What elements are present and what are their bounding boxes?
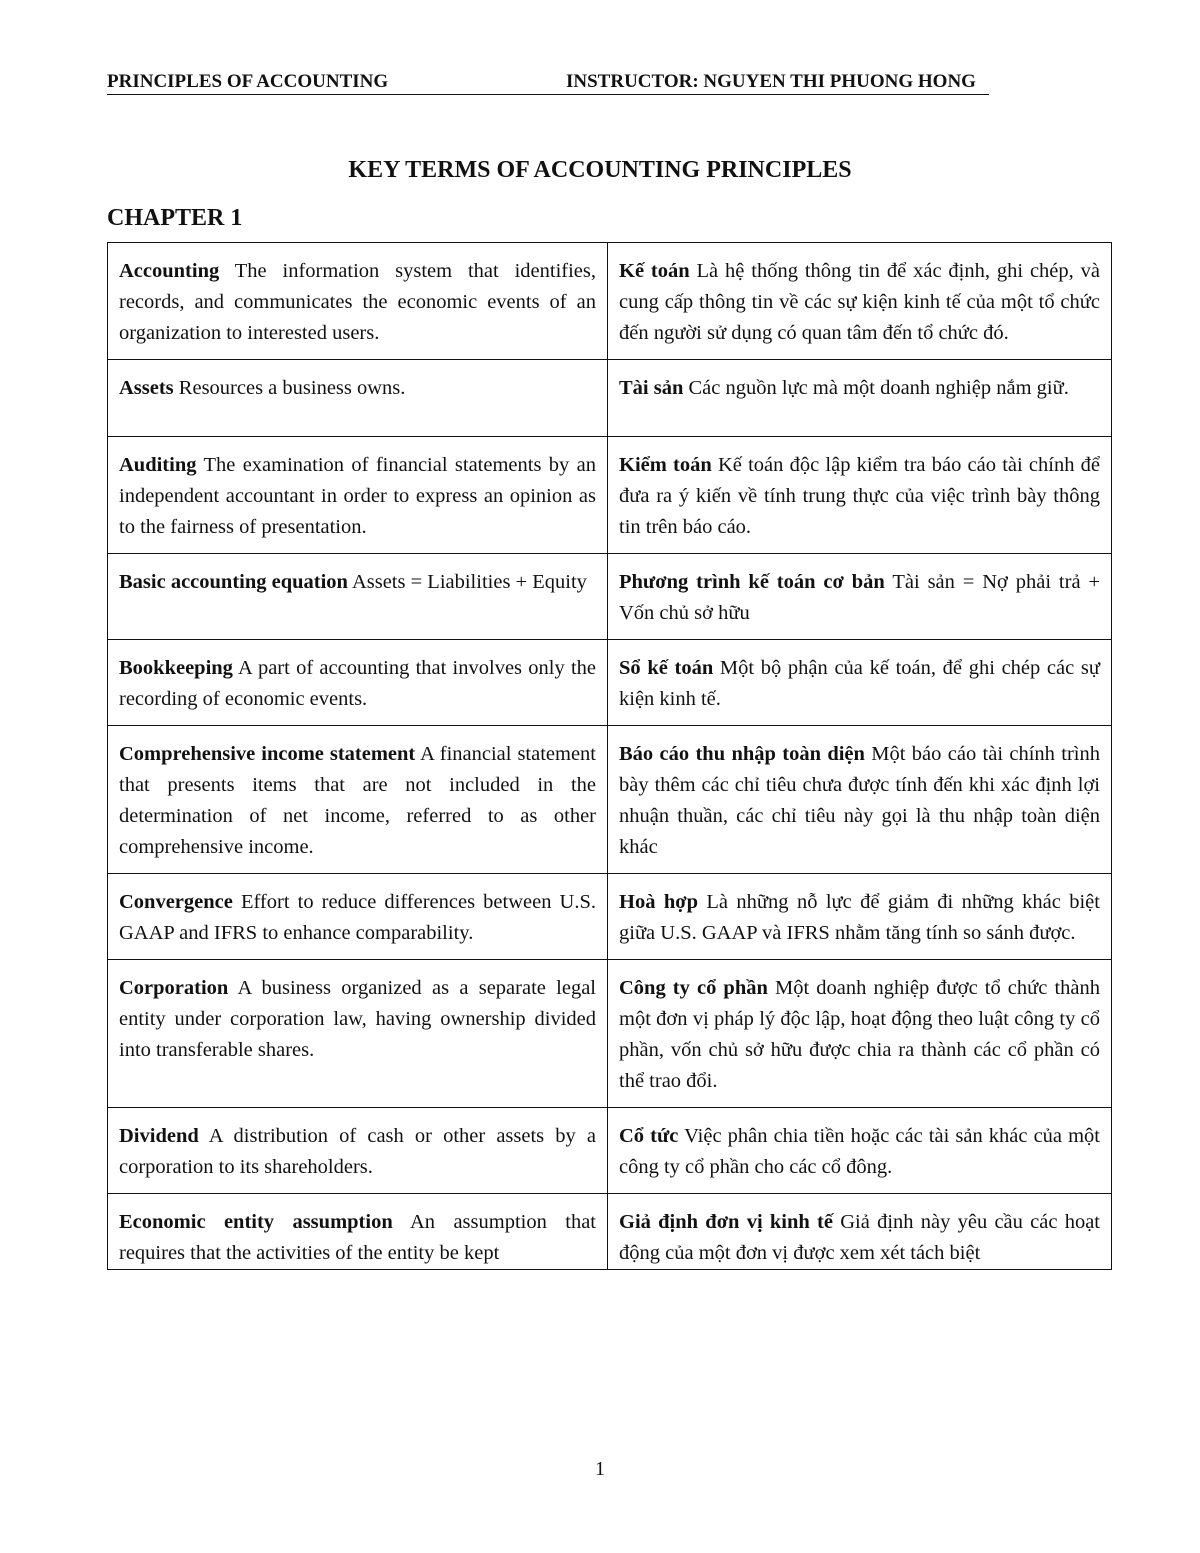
term-en: Assets bbox=[119, 377, 174, 399]
table-row bbox=[108, 640, 1112, 726]
term-en: Bookkeeping bbox=[119, 657, 233, 679]
term-en: Accounting bbox=[119, 260, 220, 282]
vietnamese-definition-cell bbox=[608, 554, 1112, 640]
term-en: Corporation bbox=[119, 977, 229, 999]
english-definition-cell bbox=[108, 874, 608, 960]
term-en: Auditing bbox=[119, 454, 197, 476]
table-row bbox=[108, 554, 1112, 640]
definition-vi: Một bộ phận của kế toán, để ghi chép các sự kiện kinh tế. bbox=[619, 657, 1100, 710]
page-number: 1 bbox=[595, 1458, 605, 1480]
term-en: Convergence bbox=[119, 891, 233, 913]
term-vi: Sổ kế toán bbox=[619, 657, 714, 679]
term-en: Economic entity assumption bbox=[119, 1211, 393, 1233]
vietnamese-definition-cell bbox=[608, 437, 1112, 554]
table-row bbox=[108, 437, 1112, 554]
vietnamese-definition-cell bbox=[608, 726, 1112, 874]
key-terms-table bbox=[107, 242, 1112, 1270]
term-vi: Hoà hợp bbox=[619, 891, 698, 913]
table-row bbox=[108, 726, 1112, 874]
definition-en: Assets = Liabilities + Equity bbox=[351, 571, 587, 593]
english-definition-cell bbox=[108, 1108, 608, 1194]
vietnamese-definition-cell bbox=[608, 1108, 1112, 1194]
term-vi: Phương trình kế toán cơ bản bbox=[619, 571, 885, 593]
table-row bbox=[108, 874, 1112, 960]
english-definition-cell bbox=[108, 960, 608, 1108]
term-vi: Kế toán bbox=[619, 260, 690, 282]
term-en: Comprehensive income statement bbox=[119, 743, 416, 765]
term-vi: Cổ tức bbox=[619, 1125, 679, 1147]
table-row bbox=[108, 243, 1112, 360]
table-row bbox=[108, 960, 1112, 1108]
definition-vi: Là hệ thống thông tin để xác định, ghi chép, và cung cấp thông tin về các sự kiện kinh tế của một tổ chức đến người sử dụng có quan tâm đến tổ chức đó. bbox=[619, 260, 1100, 344]
page-header bbox=[107, 70, 989, 95]
definition-en: The examination of financial statements by an independent accountant in order to express an opinion as to the fairness of presentation. bbox=[119, 454, 596, 538]
definition-vi: Các nguồn lực mà một doanh nghiệp nắm giữ. bbox=[688, 377, 1069, 399]
vietnamese-definition-cell bbox=[608, 960, 1112, 1108]
table-row bbox=[108, 360, 1112, 437]
english-definition-cell bbox=[108, 726, 608, 874]
vietnamese-definition-cell bbox=[608, 874, 1112, 960]
term-vi: Tài sản bbox=[619, 377, 684, 399]
definition-en: An assumption that requires that the activities of the entity be kept bbox=[119, 1211, 596, 1264]
term-vi: Công ty cổ phần bbox=[619, 977, 768, 999]
vietnamese-definition-cell bbox=[608, 360, 1112, 437]
vietnamese-definition-cell bbox=[608, 640, 1112, 726]
definition-vi: Giả định này yêu cầu các hoạt động của một đơn vị được xem xét tách biệt bbox=[619, 1211, 1100, 1264]
definition-en: Effort to reduce differences between U.S. GAAP and IFRS to enhance comparability. bbox=[119, 891, 596, 944]
english-definition-cell bbox=[108, 1194, 608, 1270]
english-definition-cell bbox=[108, 437, 608, 554]
english-definition-cell bbox=[108, 554, 608, 640]
definition-vi: Tài sản = Nợ phải trả + Vốn chủ sở hữu bbox=[619, 571, 1101, 624]
definition-en: A part of accounting that involves only the recording of economic events. bbox=[119, 657, 596, 710]
term-en: Basic accounting equation bbox=[119, 571, 348, 593]
definition-en: A financial statement that presents items that are not included in the determination of net income, referred to as other comprehensive income. bbox=[119, 743, 596, 858]
english-definition-cell bbox=[108, 243, 608, 360]
chapter-heading: CHAPTER 1 bbox=[107, 205, 243, 231]
definition-vi: Việc phân chia tiền hoặc các tài sản khác của một công ty cổ phần cho các cổ đông. bbox=[619, 1125, 1100, 1178]
term-vi: Giả định đơn vị kinh tế bbox=[619, 1211, 833, 1233]
definition-en: The information system that identifies, records, and communicates the economic events of an organization to interested users. bbox=[119, 260, 596, 344]
term-vi: Kiểm toán bbox=[619, 454, 712, 476]
table-row bbox=[108, 1194, 1112, 1270]
english-definition-cell bbox=[108, 360, 608, 437]
definition-en: A distribution of cash or other assets by a corporation to its shareholders. bbox=[119, 1125, 596, 1178]
definition-vi: Kế toán độc lập kiểm tra báo cáo tài chính để đưa ra ý kiến về tính trung thực của việc trình bày thông tin trên báo cáo. bbox=[619, 454, 1101, 538]
definition-vi: Một doanh nghiệp được tổ chức thành một đơn vị pháp lý độc lập, hoạt động theo luật công ty cổ phần, vốn chủ sở hữu được chia ra thành các cổ phần có thể trao đổi. bbox=[619, 977, 1101, 1092]
definition-vi: Một báo cáo tài chính trình bày thêm các chỉ tiêu chưa được tính đến khi xác định lợi nhuận thuần, các chỉ tiêu này gọi là thu nhập toàn diện khác bbox=[619, 743, 1100, 858]
instructor-name: INSTRUCTOR: NGUYEN THI PHUONG HONG bbox=[566, 71, 976, 92]
course-title: PRINCIPLES OF ACCOUNTING bbox=[107, 71, 389, 92]
term-vi: Báo cáo thu nhập toàn diện bbox=[619, 743, 865, 765]
term-en: Dividend bbox=[119, 1125, 199, 1147]
vietnamese-definition-cell bbox=[608, 243, 1112, 360]
english-definition-cell bbox=[108, 640, 608, 726]
table-row bbox=[108, 1108, 1112, 1194]
document-title: KEY TERMS OF ACCOUNTING PRINCIPLES bbox=[348, 157, 852, 183]
definition-en: A business organized as a separate legal entity under corporation law, having ownership divided into transferable shares. bbox=[119, 977, 597, 1061]
definition-en: Resources a business owns. bbox=[178, 377, 406, 399]
vietnamese-definition-cell bbox=[608, 1194, 1112, 1270]
definition-vi: Là những nỗ lực để giảm đi những khác biệt giữa U.S. GAAP và IFRS nhằm tăng tính so sánh được. bbox=[619, 891, 1100, 944]
